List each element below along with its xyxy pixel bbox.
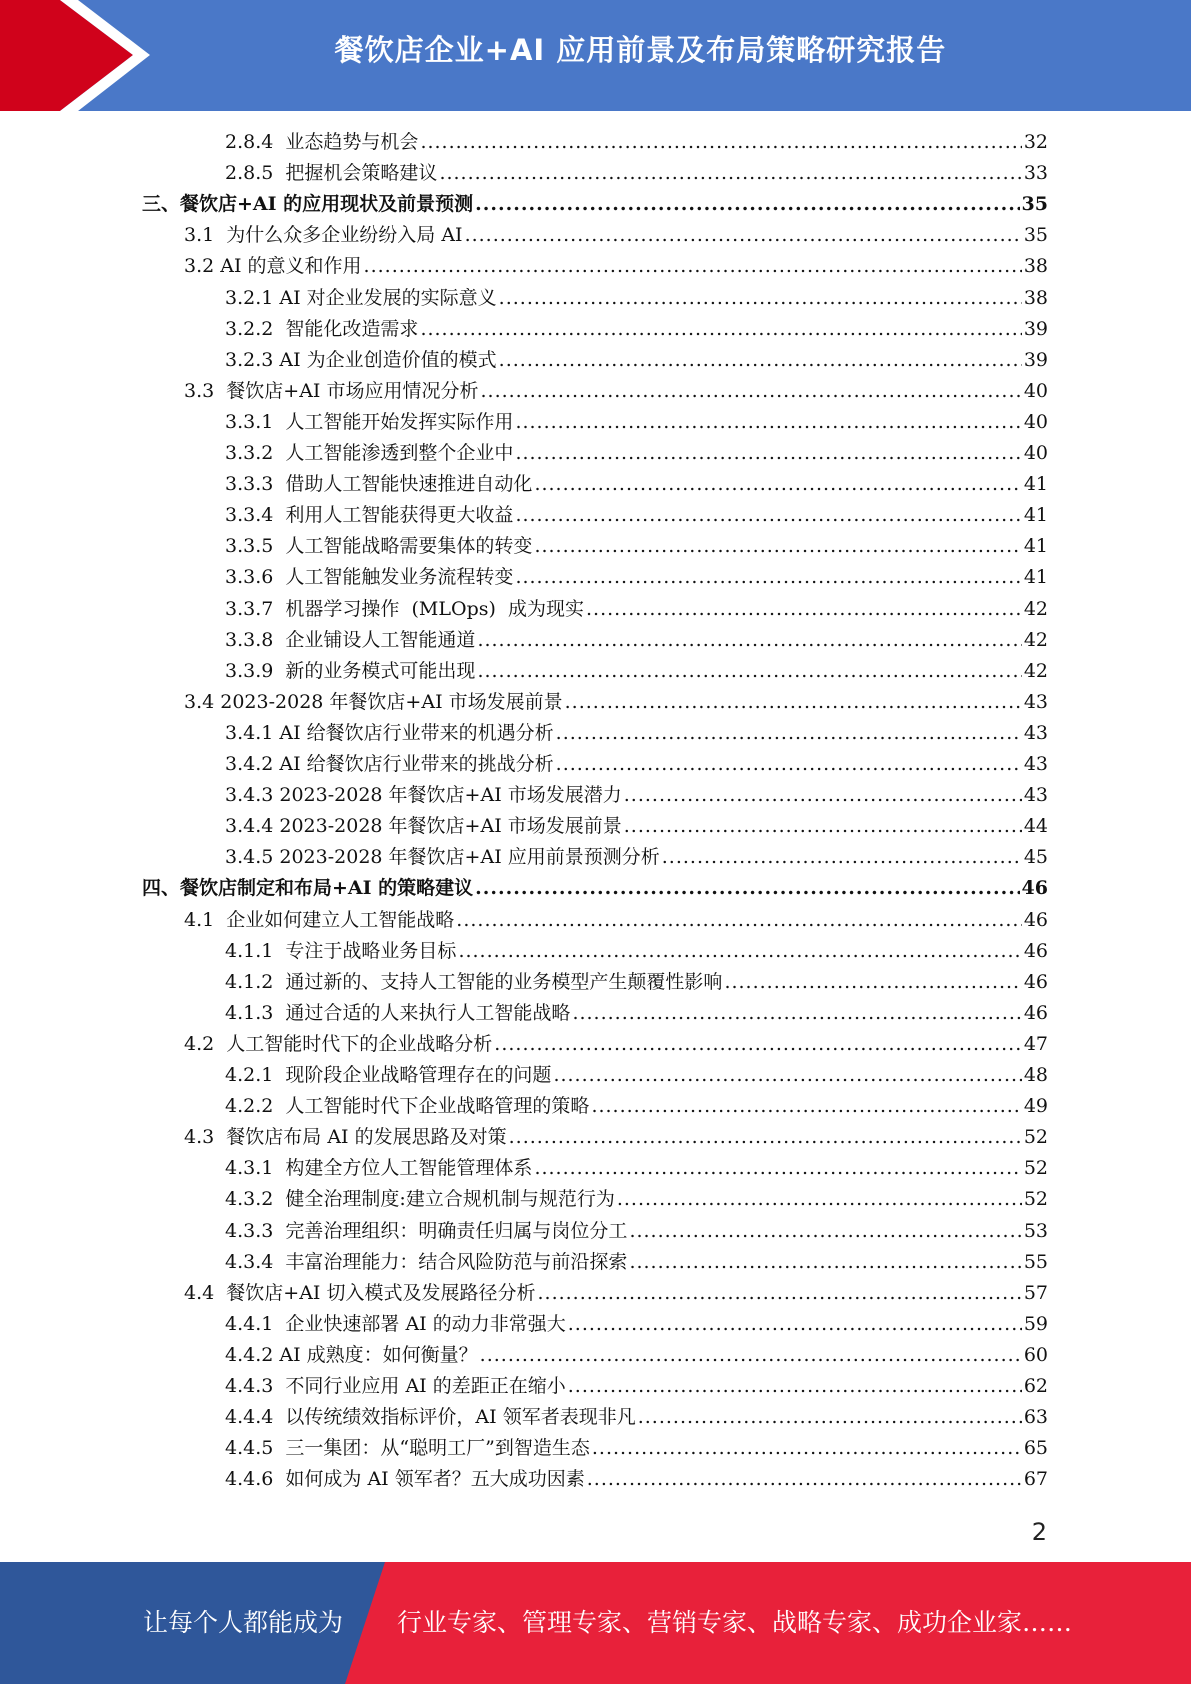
toc-entry[interactable] <box>225 967 1048 998</box>
toc-entry[interactable] <box>225 1247 1048 1278</box>
toc-entry[interactable] <box>225 936 1048 967</box>
toc-entry-page: 48 <box>1023 1064 1048 1086</box>
toc-entry[interactable] <box>225 469 1048 500</box>
toc-entry[interactable] <box>184 1029 1048 1060</box>
toc-leader-dots <box>624 811 1022 842</box>
toc-entry-title: 4.2.2 人工智能时代下企业战略管理的策略 <box>225 1095 590 1118</box>
toc-entry[interactable] <box>184 251 1048 282</box>
toc-entry[interactable] <box>142 873 1048 904</box>
toc-entry-page: 52 <box>1023 1157 1048 1180</box>
toc-entry[interactable] <box>184 376 1048 407</box>
toc-entry-title: 4.1.3 通过合适的人来执行人工智能战略 <box>225 1001 571 1024</box>
toc-leader-dots <box>534 469 1021 500</box>
toc-entry[interactable] <box>225 1340 1048 1371</box>
toc-entry[interactable] <box>225 1464 1048 1495</box>
toc-leader-dots <box>494 1029 1022 1060</box>
toc-entry[interactable] <box>225 1060 1048 1091</box>
toc-entry[interactable] <box>225 718 1048 749</box>
toc-entry-title: 4.4.4 以传统绩效指标评价，AI 领军者表现非凡 <box>225 1406 636 1429</box>
toc-entry-page: 45 <box>1023 846 1048 869</box>
toc-entry-page: 44 <box>1023 815 1048 838</box>
toc-entry-title: 2.8.4 业态趋势与机会 <box>225 131 419 153</box>
toc-entry-page: 41 <box>1023 535 1048 558</box>
toc-entry[interactable] <box>184 1122 1048 1153</box>
toc-leader-dots <box>617 1184 1022 1215</box>
toc-leader-dots <box>662 842 1022 873</box>
toc-entry[interactable] <box>225 500 1048 531</box>
toc-entry-page: 43 <box>1023 753 1048 775</box>
toc-entry[interactable] <box>225 1216 1048 1247</box>
toc-entry-page: 57 <box>1023 1281 1048 1304</box>
toc-entry-title: 4.1.2 通过新的、支持人工智能的业务模型产生颠覆性影响 <box>225 970 723 993</box>
toc-entry[interactable] <box>225 345 1048 376</box>
toc-entry-page: 41 <box>1023 566 1048 589</box>
toc-entry-page: 43 <box>1023 721 1048 744</box>
toc-entry-title: 3.3.8 企业铺设人工智能通道 <box>225 628 476 651</box>
toc-leader-dots <box>592 1433 1022 1464</box>
toc-entry-page: 46 <box>1023 908 1048 931</box>
toc-entry[interactable] <box>184 1278 1048 1309</box>
toc-entry-title: 4.2 人工智能时代下的企业战略分析 <box>184 1032 493 1055</box>
toc-leader-dots <box>556 718 1022 749</box>
toc-entry-page: 40 <box>1023 379 1048 402</box>
toc-entry-title: 4.3.2 健全治理制度:建立合规机制与规范行为 <box>225 1188 615 1211</box>
toc-leader-dots <box>499 345 1022 376</box>
toc-entry-title: 3.4.2 AI 给餐饮店行业带来的挑战分析 <box>225 753 554 775</box>
toc-entry-title: 3.2 AI 的意义和作用 <box>184 255 362 278</box>
toc-entry-page: 32 <box>1023 131 1048 153</box>
page-footer <box>0 1562 1191 1684</box>
toc-leader-dots <box>534 1153 1021 1184</box>
toc-entry-page: 33 <box>1023 162 1048 185</box>
toc-entry[interactable] <box>225 749 1048 780</box>
toc-entry[interactable] <box>225 438 1048 469</box>
toc-leader-dots <box>420 314 1021 345</box>
toc-entry-title: 3.3.6 人工智能触发业务流程转变 <box>225 566 514 589</box>
toc-entry[interactable] <box>225 811 1048 842</box>
toc-entry-title: 3.3.4 利用人工智能获得更大收益 <box>225 504 514 527</box>
toc-entry[interactable] <box>225 1371 1048 1402</box>
toc-entry-page: 67 <box>1023 1468 1048 1491</box>
toc-entry-title: 3.3 餐饮店+AI 市场应用情况分析 <box>184 379 479 402</box>
toc-leader-dots <box>515 500 1021 531</box>
toc-leader-dots <box>475 873 1019 904</box>
toc-leader-dots <box>568 1309 1022 1340</box>
toc-entry[interactable] <box>225 1402 1048 1433</box>
toc-entry[interactable] <box>225 842 1048 873</box>
toc-entry-title: 4.3 餐饮店布局 AI 的发展思路及对策 <box>184 1126 507 1149</box>
toc-entry[interactable] <box>225 531 1048 562</box>
toc-entry-page: 39 <box>1023 348 1048 371</box>
toc-leader-dots <box>638 1402 1022 1433</box>
toc-leader-dots <box>499 283 1022 314</box>
toc-leader-dots <box>480 1340 1022 1371</box>
toc-leader-dots <box>556 749 1022 780</box>
toc-entry-title: 3.3.7 机器学习操作 (MLOps) 成为现实 <box>225 597 584 620</box>
toc-entry-title: 四、餐饮店制定和布局+AI 的策略建议 <box>142 877 474 900</box>
toc-entry-title: 三、餐饮店+AI 的应用现状及前景预测 <box>142 193 474 216</box>
toc-entry-page: 52 <box>1023 1188 1048 1211</box>
toc-entry-title: 4.3.1 构建全方位人工智能管理体系 <box>225 1157 533 1180</box>
toc-leader-dots <box>420 127 1021 158</box>
toc-entry-page: 53 <box>1023 1219 1048 1242</box>
toc-leader-dots <box>553 1060 1021 1091</box>
toc-entry[interactable] <box>184 220 1048 251</box>
toc-entry[interactable] <box>225 998 1048 1029</box>
toc-leader-dots <box>568 1371 1022 1402</box>
toc-entry-page: 42 <box>1023 659 1048 682</box>
toc-leader-dots <box>724 967 1021 998</box>
toc-entry-title: 4.4.5 三一集团：从“聪明工厂”到智造生态 <box>225 1437 590 1460</box>
toc-leader-dots <box>364 251 1022 282</box>
toc-entry[interactable] <box>225 1153 1048 1184</box>
toc-entry-page: 60 <box>1023 1343 1048 1366</box>
toc-entry[interactable] <box>225 594 1048 625</box>
toc-entry[interactable] <box>225 656 1048 687</box>
toc-entry-title: 4.4 餐饮店+AI 切入模式及发展路径分析 <box>184 1281 536 1304</box>
toc-entry-page: 40 <box>1023 410 1048 433</box>
toc-entry[interactable] <box>184 905 1048 936</box>
toc-entry[interactable] <box>225 1309 1048 1340</box>
toc-entry-title: 3.1 为什么众多企业纷纷入局 AI <box>184 224 463 247</box>
toc-entry[interactable] <box>225 127 1048 158</box>
toc-entry[interactable] <box>225 625 1048 656</box>
toc-entry-title: 3.2.1 AI 对企业发展的实际意义 <box>225 286 497 309</box>
toc-entry-page: 46 <box>1023 1001 1048 1024</box>
toc-entry-page: 43 <box>1023 690 1048 713</box>
toc-entry[interactable] <box>225 1184 1048 1215</box>
toc-entry-page: 59 <box>1023 1312 1048 1335</box>
toc-entry-page: 42 <box>1023 597 1048 620</box>
toc-leader-dots <box>515 407 1021 438</box>
toc-leader-dots <box>477 625 1021 656</box>
footer-slogan-left: 让每个人都能成为 <box>143 1608 344 1637</box>
toc-entry[interactable] <box>225 407 1048 438</box>
toc-leader-dots <box>591 1091 1021 1122</box>
toc-entry-title: 4.3.4 丰富治理能力：结合风险防范与前沿探索 <box>225 1250 628 1273</box>
toc-entry-page: 41 <box>1023 504 1048 527</box>
toc-entry-title: 4.4.3 不同行业应用 AI 的差距正在缩小 <box>225 1375 566 1397</box>
toc-entry[interactable] <box>225 562 1048 593</box>
toc-entry[interactable] <box>225 314 1048 345</box>
toc-leader-dots <box>624 780 1022 811</box>
toc-entry-page: 46 <box>1023 939 1048 962</box>
toc-entry-title: 3.4.5 2023-2028 年餐饮店+AI 应用前景预测分析 <box>225 846 660 869</box>
toc-entry-title: 4.4.2 AI 成熟度：如何衡量？ <box>225 1343 478 1366</box>
toc-leader-dots <box>586 594 1022 625</box>
toc-entry[interactable] <box>142 189 1048 220</box>
toc-entry-title: 2.8.5 把握机会策略建议 <box>225 162 438 185</box>
toc-entry-page: 35 <box>1023 224 1048 247</box>
toc-entry-title: 4.4.1 企业快速部署 AI 的动力非常强大 <box>225 1312 566 1335</box>
toc-leader-dots <box>456 905 1022 936</box>
toc-entry-title: 3.4.4 2023-2028 年餐饮店+AI 市场发展前景 <box>225 815 622 838</box>
toc-entry[interactable] <box>225 283 1048 314</box>
toc-entry[interactable] <box>225 1091 1048 1122</box>
toc-entry-page: 39 <box>1023 317 1048 340</box>
toc-leader-dots <box>629 1247 1021 1278</box>
toc-entry[interactable] <box>225 1433 1048 1464</box>
toc-entry-title: 3.3.9 新的业务模式可能出现 <box>225 659 476 682</box>
toc-entry-page: 49 <box>1023 1095 1048 1118</box>
toc-leader-dots <box>480 376 1021 407</box>
footer-slogan-right: 行业专家、管理专家、营销专家、战略专家、成功企业家…… <box>397 1608 1073 1637</box>
toc-leader-dots <box>509 1122 1022 1153</box>
toc-leader-dots <box>534 531 1021 562</box>
toc-leader-dots <box>465 220 1022 251</box>
toc-leader-dots <box>439 158 1021 189</box>
toc-entry-title: 4.2.1 现阶段企业战略管理存在的问题 <box>225 1064 552 1086</box>
toc-entry-page: 65 <box>1023 1437 1048 1460</box>
toc-leader-dots <box>629 1216 1021 1247</box>
toc-entry-page: 62 <box>1023 1375 1048 1397</box>
toc-leader-dots <box>475 189 1019 220</box>
toc-leader-dots <box>572 998 1021 1029</box>
toc-entry-title: 3.3.1 人工智能开始发挥实际作用 <box>225 410 514 433</box>
toc-entry[interactable] <box>184 687 1048 718</box>
toc-leader-dots <box>587 1464 1022 1495</box>
toc-leader-dots <box>537 1278 1021 1309</box>
toc-entry-page: 41 <box>1023 473 1048 496</box>
page-number: 2 <box>1031 1518 1047 1546</box>
toc-entry-title: 3.4.3 2023-2028 年餐饮店+AI 市场发展潜力 <box>225 784 622 807</box>
toc-entry-title: 3.2.2 智能化改造需求 <box>225 317 419 340</box>
toc-entry-title: 3.4.1 AI 给餐饮店行业带来的机遇分析 <box>225 721 554 744</box>
toc-entry-page: 46 <box>1023 970 1048 993</box>
toc-entry-title: 3.4 2023-2028 年餐饮店+AI 市场发展前景 <box>184 690 563 713</box>
toc-leader-dots <box>477 656 1021 687</box>
toc-entry-title: 4.1 企业如何建立人工智能战略 <box>184 908 455 931</box>
toc-entry-page: 55 <box>1023 1250 1048 1273</box>
toc-entry-title: 3.3.5 人工智能战略需要集体的转变 <box>225 535 533 558</box>
toc-entry-page: 47 <box>1023 1032 1048 1055</box>
report-title: 餐饮店企业+AI 应用前景及布局策略研究报告 <box>334 33 947 67</box>
toc-entry-page: 63 <box>1023 1406 1048 1429</box>
toc-entry-title: 4.1.1 专注于战略业务目标 <box>225 939 457 962</box>
toc-entry-page: 42 <box>1023 628 1048 651</box>
toc-entry-title: 3.3.3 借助人工智能快速推进自动化 <box>225 473 533 496</box>
toc-leader-dots <box>565 687 1022 718</box>
toc-entry-title: 4.3.3 完善治理组织：明确责任归属与岗位分工 <box>225 1219 628 1242</box>
toc-entry-page: 52 <box>1023 1126 1048 1149</box>
toc-entry-title: 3.2.3 AI 为企业创造价值的模式 <box>225 348 497 371</box>
toc-entry[interactable] <box>225 780 1048 811</box>
toc-entry-page: 46 <box>1021 877 1048 900</box>
toc-leader-dots <box>515 438 1021 469</box>
toc-entry-page: 43 <box>1023 784 1048 807</box>
toc-leader-dots <box>458 936 1021 967</box>
toc-entry-title: 4.4.6 如何成为 AI 领军者？五大成功因素 <box>225 1468 585 1491</box>
toc-entry-page: 40 <box>1023 442 1048 464</box>
toc-entry[interactable] <box>225 158 1048 189</box>
toc-entry-page: 35 <box>1021 193 1048 216</box>
toc-entry-title: 3.3.2 人工智能渗透到整个企业中 <box>225 442 514 464</box>
toc-entry-page: 38 <box>1023 286 1048 309</box>
toc-leader-dots <box>515 562 1021 593</box>
toc-entry-page: 38 <box>1023 255 1048 278</box>
page-header <box>0 0 1191 111</box>
